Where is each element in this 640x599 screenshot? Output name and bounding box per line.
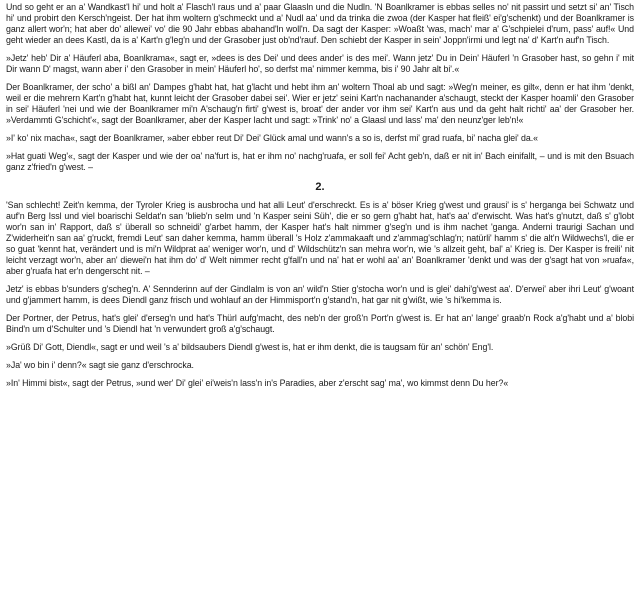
paragraph-wandkastl: Und so geht er an a' Wandkast'l hi' und holt a' Flasch'l raus und a' paar Glaasln und die Nudln. 'N Boanlkramer is ebbas selles no' nit passirt und setzt si' an' Tisch hi' und probirt den Kersch'ngeist. Der hat ihm woltern g'schmeckt und a' Nudl aa' und da trinka die zwoa (der Kasper hat fleiß' ei'g'schenkt) und der Boanlkramer is ganz allert wor'n; hat aber do' allewei' vo' die 90 Jahr ebbas abahand'ln woll'n. Da sagt der Kasper: »Woaßt 'was, mach' mar a' G'schpielei d'rum, pass' auf!« Und geht wieder an dees Kastl, da is a' Kart'n g'leg'n und der Grasober just ob'nd'rauf. Den schiebt der Kasper in sein' Joppn'irmi und legt na' d' Kart'n auf'n Tisch. [6,2,634,45]
paragraph-haeuferl: »Jetz' heb' Dir a' Häuferl aba, Boanlkrama«, sagt er, »dees is des Dei' und dees ander' is des mei'. Wann jetz' Du in Dein' Häuferl 'n Grasober hast, so gehn i' mit Dir wann D' magst, wann aber i' den Grasober in mein' Häuferl ho', so derfst ma' nimmer kemma, bis i' 90 Jahr alt bi'.« [6,53,634,74]
paragraph-gruess-di-gott: »Grüß Di' Gott, Diendl«, sagt er und weil 's a' bildsaubers Diendl g'west is, hat er ihm denkt, die is taugsam für an' schön' Eng'l. [6,342,494,352]
chapter-heading: 2. [315,181,325,193]
paragraph-tyroler-krieg: 'San schlecht! Zeit'n kemma, der Tyroler Krieg is ausbrocha und hat alli Leut' d'erschreckt. Es is a' böser Krieg g'west und grausi' is s' herganga bei Schwatz und auf'n Berg Issl und viel boarischi Seldat'n san 'blieb'n selm und 'n Kasper seini Süh', die er so gern g'habt hat, hat's aa' d'erwischt. Was hat's g'nutzt, daß s' g'lobt wor'n san in' Rapport, daß s' überall so schneidi' g'arbet hamm, der Kasper hat's halt nimmer g'seg'n und is ihm nachet 'ganga. Anderni traurigi Sachan und Z'widerheit'n san aa' g'ruckt, fremdi Leut' san daher kemma, hamm überall 's Holz z'ammakaaft und z'ammag'schlag'n; natürli' hamm s' die alt'n Wildwechs'l, die er so guat 'kennt hat, verändert und is mi'n Wildprat aa' weniger wor'n, und d' Wildschütz'n san mehra wor'n, wie 's allzeit geht, bal' a' Krieg is. Der Kasper is freili' nit leicht verzagt wor'n, aber an' diewei'n hat ihm do' d' Welt nimmer recht g'fall'n und na' hat er wohl aa' an' Boanlkramer 'denkt und was der g'sagt hat von »ruafa«, aber g'ruafa hat er'n dengerscht nit. – [6,200,634,276]
paragraph-in-himmi-bist: »In' Himmi bist«, sagt der Petrus, »und wer' Di' glei' ei'weis'n lass'n in's Paradies, aber z'erscht sag' ma', wo kimmst denn Du her?« [6,378,509,388]
paragraph-wo-bin-i: »Ja' wo bin i' denn?« sagt sie ganz d'erschrocka. [6,360,194,370]
paragraph-ko-nix-macha: »I' ko' nix macha«, sagt der Boanlkramer, »aber ebber reut Di' Dei' Glück amal und wann's a so is, derfst mi' grad ruafa, bi' nacha glei' da.« [6,133,538,143]
paragraph-sennderinn: Jetz' is ebbas b'sunders g'scheg'n. A' Sennderinn auf der Gindlalm is von an' wild'n Stier g'stocha wor'n und is glei' dahi'g'west aa'. D'erwei' aber ihri Leut' g'woant und g'jammert hamm, is dees Diendl ganz frisch und wohlauf an der Himmisport'n g'stand'n, hat gar nit g'wißt, wie 's hi'kemma is. [6,284,634,305]
paragraph-portner-petrus: Der Portner, der Petrus, hat's glei' d'erseg'n und hat's Thürl aufg'macht, des neb'n der groß'n Port'n g'west is. Er hat an' lange' graab'n Rock a'g'habt und a' blobi Bind'n um d'Schulter und 's Diendl hat 'n verwundert groß a'g'schaugt. [6,313,634,334]
paragraph-guati-weg: »Hat guati Weg'«, sagt der Kasper und wie der oa' na'furt is, hat er ihm no' nachg'ruafa, er soll fei' Acht geb'n, daß er nit in' Bach einifallt, – und is mit den Bsuach ganz z'fried'n g'west. – [6,151,634,172]
paragraph-grasober-trick: Der Boanlkramer, der scho' a bißl an' Dampes g'habt hat, hat g'lacht und hebt ihm an' woltern Thoal ab und sagt: »Weg'n meiner, es gilt«, denn er hat ihm 'denkt, weil er die mehrern Kart'n g'habt hat, kunnt leicht der Grasober dabei sei'. Wier er jetz' seini Kart'n nachanander a'schaugt, steckt der Kasper hoamli' den Grasober in sei' Häuferl 'nei und wie der Boanlkramer mi'n A'schaug'n firti' g'west is, broat' der ander vor ihm sei' Kart'n aus und da geht halt richti' aa' der Grasober her. »Verdammti G'schicht'«, sagt der Boanlkramer, aber der Kasper lacht und sagt: »Trink' no' a Glaasl und lass' ma' den neunz'ger leb'n!« [6,82,634,125]
